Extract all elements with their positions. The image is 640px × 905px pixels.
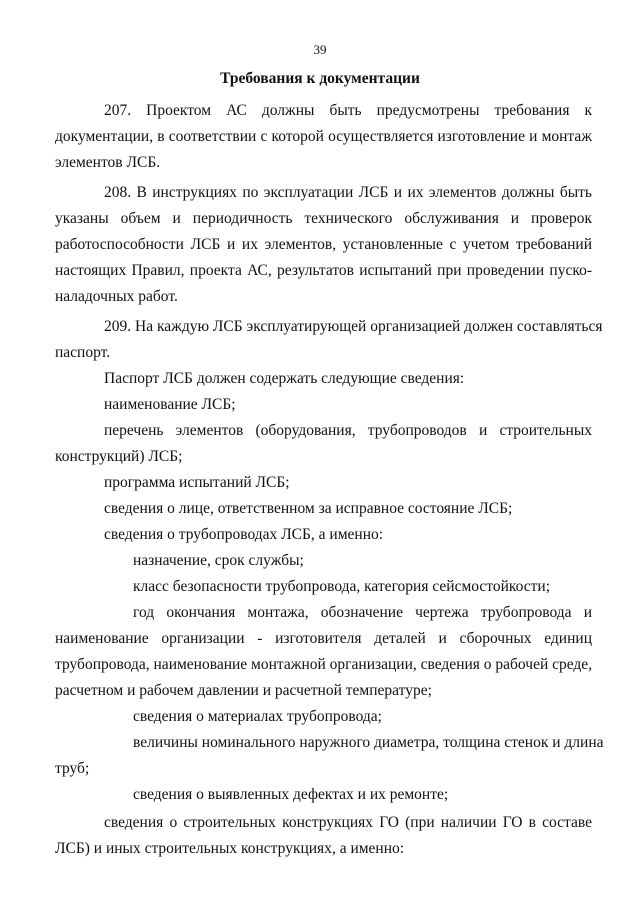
- sub-list-item: назначение, срок службы;: [133, 552, 304, 569]
- list-item: сведения о трубопроводах ЛСБ, а именно:: [104, 526, 384, 543]
- text-line: настоящих Правил, проекта АС, результатов испытаний при проведении пуско-: [55, 262, 592, 279]
- text-line: указаны объем и периодичность технического обслуживания и проверок: [55, 210, 592, 227]
- text-line: наименование организации - изготовителя деталей и сборочных единиц: [55, 630, 592, 647]
- list-item: сведения о лице, ответственном за исправное состояние ЛСБ;: [104, 500, 513, 517]
- list-item: сведения о строительных конструкциях ГО (при наличии ГО в составе: [104, 814, 592, 831]
- sub-list-item: сведения о выявленных дефектах и их ремонте;: [133, 786, 449, 803]
- page-number: 39: [313, 42, 327, 57]
- text-line: труб;: [55, 760, 90, 777]
- sub-list-item: год окончания монтажа, обозначение чертежа трубопровода и: [133, 604, 592, 621]
- text-line: расчетном и рабочем давлении и расчетной температуре;: [55, 682, 432, 699]
- text-line: Паспорт ЛСБ должен содержать следующие сведения:: [104, 370, 465, 387]
- text-line: работоспособности ЛСБ и их элементов, установленные с учетом требований: [55, 236, 592, 253]
- list-item: конструкций) ЛСБ;: [55, 448, 183, 465]
- text-line: 209. На каждую ЛСБ эксплуатирующей организацией должен составляться: [104, 318, 603, 335]
- text-line: трубопровода, наименование монтажной организации, сведения о рабочей среде,: [55, 656, 593, 673]
- list-item: наименование ЛСБ;: [104, 396, 236, 413]
- text-line: 207. Проектом АС должны быть предусмотрены требования к: [104, 102, 592, 119]
- sub-list-item: сведения о материалах трубопровода;: [133, 708, 382, 725]
- text-line: паспорт.: [55, 344, 111, 361]
- text-line: 208. В инструкциях по эксплуатации ЛСБ и их элементов должны быть: [104, 184, 592, 201]
- text-line: документации, в соответствии с которой осуществляется изготовление и монтаж: [55, 128, 592, 145]
- text-line: элементов ЛСБ.: [55, 154, 161, 171]
- sub-list-item: величины номинального наружного диаметра, толщина стенок и длина: [133, 734, 604, 751]
- text-line: наладочных работ.: [55, 288, 178, 305]
- section-heading: Требования к документации: [220, 70, 420, 87]
- sub-list-item: класс безопасности трубопровода, категория сейсмостойкости;: [133, 578, 551, 595]
- list-item: программа испытаний ЛСБ;: [104, 474, 290, 491]
- text-line: ЛСБ) и иных строительных конструкциях, а именно:: [55, 840, 405, 857]
- list-item: перечень элементов (оборудования, трубопроводов и строительных: [104, 422, 592, 439]
